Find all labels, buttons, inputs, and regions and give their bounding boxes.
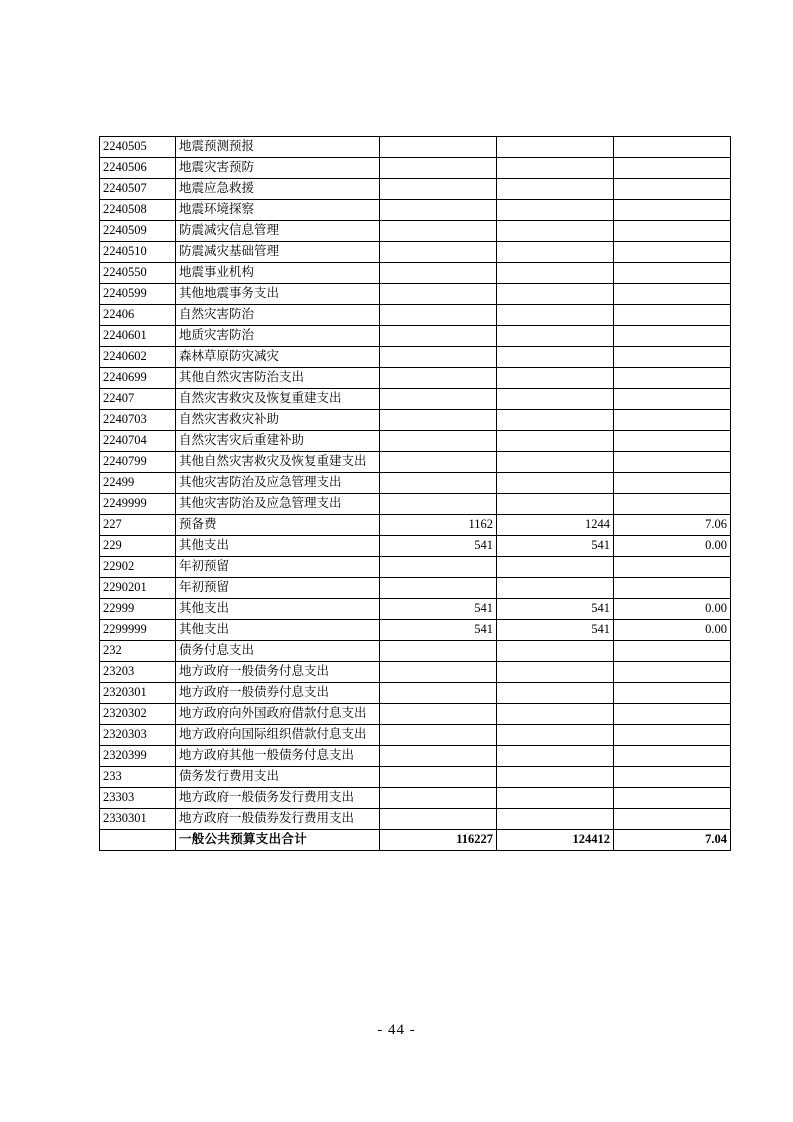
cell-item-name: 其他自然灾害防治支出 xyxy=(176,368,380,389)
cell-code: 2240550 xyxy=(100,263,176,284)
cell-value-1 xyxy=(380,347,497,368)
cell-code: 22902 xyxy=(100,557,176,578)
cell-item-name: 债务付息支出 xyxy=(176,641,380,662)
table-row xyxy=(100,557,731,578)
cell-value-2 xyxy=(497,179,614,200)
cell-code: 2240507 xyxy=(100,179,176,200)
cell-value-1 xyxy=(380,431,497,452)
cell-value-2 xyxy=(497,473,614,494)
cell-value-1 xyxy=(380,494,497,515)
cell-code: 22406 xyxy=(100,305,176,326)
cell-value-2: 124412 xyxy=(497,830,614,851)
table-row xyxy=(100,242,731,263)
cell-value-1: 1162 xyxy=(380,515,497,536)
cell-item-name: 自然灾害救灾及恢复重建支出 xyxy=(176,389,380,410)
table-row xyxy=(100,368,731,389)
cell-value-2 xyxy=(497,809,614,830)
cell-value-2 xyxy=(497,284,614,305)
cell-value-1 xyxy=(380,641,497,662)
cell-code: 2240799 xyxy=(100,452,176,473)
cell-value-3 xyxy=(614,242,731,263)
cell-value-1 xyxy=(380,221,497,242)
cell-value-2 xyxy=(497,452,614,473)
cell-code: 227 xyxy=(100,515,176,536)
cell-value-1 xyxy=(380,767,497,788)
cell-code: 2240508 xyxy=(100,200,176,221)
cell-value-1 xyxy=(380,725,497,746)
cell-item-name: 地方政府一般债务付息支出 xyxy=(176,662,380,683)
cell-item-name: 自然灾害灾后重建补助 xyxy=(176,431,380,452)
cell-item-name: 地震应急救援 xyxy=(176,179,380,200)
cell-value-2 xyxy=(497,704,614,725)
table-row xyxy=(100,767,731,788)
cell-item-name: 地方政府一般债券付息支出 xyxy=(176,683,380,704)
cell-code: 2240509 xyxy=(100,221,176,242)
page-number: - 44 - xyxy=(377,1022,416,1038)
cell-value-3 xyxy=(614,221,731,242)
cell-code: 22499 xyxy=(100,473,176,494)
cell-value-2 xyxy=(497,389,614,410)
cell-value-1 xyxy=(380,746,497,767)
cell-item-name: 地方政府向外国政府借款付息支出 xyxy=(176,704,380,725)
table-row xyxy=(100,641,731,662)
cell-value-3 xyxy=(614,704,731,725)
cell-value-2 xyxy=(497,347,614,368)
cell-code: 2240602 xyxy=(100,347,176,368)
table-row xyxy=(100,494,731,515)
cell-value-1: 541 xyxy=(380,620,497,641)
table-row xyxy=(100,578,731,599)
table-row xyxy=(100,746,731,767)
cell-item-name: 地方政府向国际组织借款付息支出 xyxy=(176,725,380,746)
cell-code: 2290201 xyxy=(100,578,176,599)
cell-value-2 xyxy=(497,431,614,452)
cell-value-1: 541 xyxy=(380,536,497,557)
cell-value-1 xyxy=(380,389,497,410)
cell-value-3 xyxy=(614,263,731,284)
cell-value-2 xyxy=(497,557,614,578)
cell-value-2 xyxy=(497,725,614,746)
table-row xyxy=(100,473,731,494)
cell-item-name: 自然灾害救灾补助 xyxy=(176,410,380,431)
cell-value-3: 7.06 xyxy=(614,515,731,536)
cell-item-name: 自然灾害防治 xyxy=(176,305,380,326)
cell-item-name: 地震环境探察 xyxy=(176,200,380,221)
table-row xyxy=(100,725,731,746)
cell-value-3 xyxy=(614,326,731,347)
cell-value-2: 541 xyxy=(497,599,614,620)
cell-value-3 xyxy=(614,473,731,494)
cell-value-1 xyxy=(380,788,497,809)
cell-item-name: 年初预留 xyxy=(176,578,380,599)
cell-value-3 xyxy=(614,746,731,767)
cell-item-name: 其他支出 xyxy=(176,620,380,641)
cell-value-3 xyxy=(614,158,731,179)
cell-value-1 xyxy=(380,473,497,494)
cell-code: 2240704 xyxy=(100,431,176,452)
cell-code: 22407 xyxy=(100,389,176,410)
cell-value-2 xyxy=(497,410,614,431)
cell-value-1: 541 xyxy=(380,599,497,620)
cell-value-1 xyxy=(380,179,497,200)
cell-code: 229 xyxy=(100,536,176,557)
cell-value-3 xyxy=(614,641,731,662)
cell-value-1 xyxy=(380,263,497,284)
cell-value-1 xyxy=(380,662,497,683)
cell-value-2 xyxy=(497,326,614,347)
table-body xyxy=(100,137,731,851)
cell-value-2: 1244 xyxy=(497,515,614,536)
cell-value-3 xyxy=(614,389,731,410)
cell-value-1 xyxy=(380,200,497,221)
cell-item-name: 一般公共预算支出合计 xyxy=(176,830,380,851)
cell-value-3 xyxy=(614,557,731,578)
cell-value-3 xyxy=(614,305,731,326)
cell-code: 2320302 xyxy=(100,704,176,725)
cell-value-1: 116227 xyxy=(380,830,497,851)
table-row xyxy=(100,284,731,305)
cell-value-3 xyxy=(614,284,731,305)
cell-value-2 xyxy=(497,641,614,662)
cell-value-3: 7.04 xyxy=(614,830,731,851)
cell-code: 23203 xyxy=(100,662,176,683)
table-row xyxy=(100,263,731,284)
table-row xyxy=(100,515,731,536)
cell-value-1 xyxy=(380,809,497,830)
cell-item-name: 地方政府其他一般债务付息支出 xyxy=(176,746,380,767)
cell-item-name: 债务发行费用支出 xyxy=(176,767,380,788)
table-row xyxy=(100,389,731,410)
table-row xyxy=(100,452,731,473)
cell-value-1 xyxy=(380,242,497,263)
cell-value-3 xyxy=(614,767,731,788)
budget-table-container xyxy=(99,136,727,851)
cell-value-3 xyxy=(614,578,731,599)
cell-value-3 xyxy=(614,368,731,389)
table-row xyxy=(100,620,731,641)
cell-value-1 xyxy=(380,158,497,179)
cell-code: 2249999 xyxy=(100,494,176,515)
cell-value-3 xyxy=(614,137,731,158)
cell-item-name: 其他地震事务支出 xyxy=(176,284,380,305)
cell-value-1 xyxy=(380,704,497,725)
table-row xyxy=(100,137,731,158)
cell-value-1 xyxy=(380,137,497,158)
cell-code: 22999 xyxy=(100,599,176,620)
cell-value-1 xyxy=(380,557,497,578)
cell-code: 2320399 xyxy=(100,746,176,767)
cell-value-3 xyxy=(614,200,731,221)
cell-code: 2240599 xyxy=(100,284,176,305)
cell-value-2 xyxy=(497,305,614,326)
cell-value-3 xyxy=(614,662,731,683)
cell-item-name: 年初预留 xyxy=(176,557,380,578)
cell-item-name: 地震预测预报 xyxy=(176,137,380,158)
table-row xyxy=(100,347,731,368)
cell-value-3 xyxy=(614,725,731,746)
cell-value-3 xyxy=(614,683,731,704)
cell-code: 2320301 xyxy=(100,683,176,704)
cell-value-2 xyxy=(497,137,614,158)
table-row xyxy=(100,158,731,179)
cell-code: 2240506 xyxy=(100,158,176,179)
cell-value-2 xyxy=(497,683,614,704)
cell-item-name: 其他支出 xyxy=(176,599,380,620)
cell-code: 2240510 xyxy=(100,242,176,263)
cell-item-name: 其他支出 xyxy=(176,536,380,557)
cell-value-1 xyxy=(380,326,497,347)
cell-code: 2240699 xyxy=(100,368,176,389)
table-row xyxy=(100,200,731,221)
cell-code: 2240703 xyxy=(100,410,176,431)
cell-value-2 xyxy=(497,242,614,263)
cell-value-2 xyxy=(497,263,614,284)
cell-value-3 xyxy=(614,347,731,368)
cell-value-3: 0.00 xyxy=(614,536,731,557)
cell-item-name: 地震灾害预防 xyxy=(176,158,380,179)
cell-value-1 xyxy=(380,578,497,599)
cell-value-3 xyxy=(614,809,731,830)
cell-item-name: 防震减灾信息管理 xyxy=(176,221,380,242)
table-row xyxy=(100,599,731,620)
table-row xyxy=(100,809,731,830)
cell-value-2 xyxy=(497,746,614,767)
cell-value-3: 0.00 xyxy=(614,620,731,641)
table-row xyxy=(100,788,731,809)
cell-value-1 xyxy=(380,284,497,305)
cell-item-name: 其他灾害防治及应急管理支出 xyxy=(176,494,380,515)
cell-value-3 xyxy=(614,494,731,515)
table-total-row xyxy=(100,830,731,851)
table-row xyxy=(100,326,731,347)
budget-expenditure-table xyxy=(99,136,731,851)
table-row xyxy=(100,431,731,452)
cell-value-2: 541 xyxy=(497,620,614,641)
cell-value-1 xyxy=(380,368,497,389)
cell-value-2 xyxy=(497,662,614,683)
cell-value-2 xyxy=(497,578,614,599)
cell-value-1 xyxy=(380,305,497,326)
table-row xyxy=(100,179,731,200)
table-row xyxy=(100,662,731,683)
cell-value-2 xyxy=(497,368,614,389)
cell-code: 232 xyxy=(100,641,176,662)
table-row xyxy=(100,221,731,242)
cell-value-2 xyxy=(497,200,614,221)
table-row xyxy=(100,704,731,725)
table-row xyxy=(100,536,731,557)
cell-value-3 xyxy=(614,452,731,473)
cell-item-name: 地质灾害防治 xyxy=(176,326,380,347)
cell-item-name: 防震减灾基础管理 xyxy=(176,242,380,263)
cell-code: 2299999 xyxy=(100,620,176,641)
table-row xyxy=(100,683,731,704)
cell-value-3: 0.00 xyxy=(614,599,731,620)
cell-code: 2320303 xyxy=(100,725,176,746)
cell-value-2 xyxy=(497,494,614,515)
cell-value-2 xyxy=(497,221,614,242)
table-row xyxy=(100,305,731,326)
cell-code: 23303 xyxy=(100,788,176,809)
cell-item-name: 地方政府一般债券发行费用支出 xyxy=(176,809,380,830)
cell-code: 233 xyxy=(100,767,176,788)
cell-code: 2240505 xyxy=(100,137,176,158)
cell-item-name: 预备费 xyxy=(176,515,380,536)
cell-item-name: 其他灾害防治及应急管理支出 xyxy=(176,473,380,494)
cell-item-name: 其他自然灾害救灾及恢复重建支出 xyxy=(176,452,380,473)
cell-item-name: 地方政府一般债务发行费用支出 xyxy=(176,788,380,809)
cell-code xyxy=(100,830,176,851)
cell-value-3 xyxy=(614,788,731,809)
cell-code: 2330301 xyxy=(100,809,176,830)
cell-code: 2240601 xyxy=(100,326,176,347)
cell-value-3 xyxy=(614,179,731,200)
cell-value-3 xyxy=(614,431,731,452)
cell-item-name: 地震事业机构 xyxy=(176,263,380,284)
table-row xyxy=(100,410,731,431)
cell-value-2 xyxy=(497,158,614,179)
cell-value-1 xyxy=(380,410,497,431)
cell-value-1 xyxy=(380,683,497,704)
cell-value-2: 541 xyxy=(497,536,614,557)
cell-value-1 xyxy=(380,452,497,473)
cell-value-2 xyxy=(497,767,614,788)
cell-item-name: 森林草原防灾减灾 xyxy=(176,347,380,368)
cell-value-2 xyxy=(497,788,614,809)
cell-value-3 xyxy=(614,410,731,431)
